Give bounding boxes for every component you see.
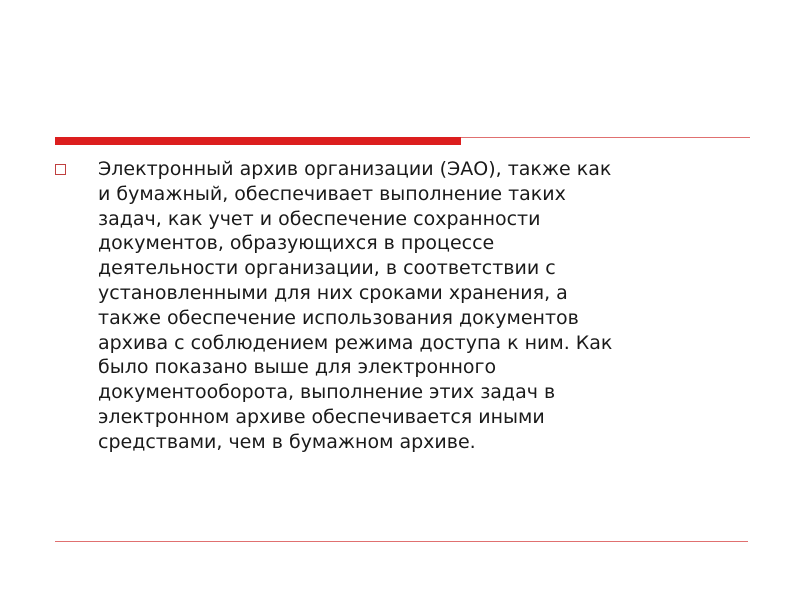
bullet-text: Электронный архив организации (ЭАО), также как и бумажный, обеспечивает выполнение таких задач, как учет и обеспечение сохранности документов, образующихся в процессе деятельности организации, в соответствии с установленными для них сроками хранения, а также обеспечение использования документов архива с соблюдением режима доступа к ним. Как было показано выше для электронного документооборота, выполнение этих задач в электронном архиве обеспечивается иными средствами, чем в бумажном архиве. — [98, 158, 613, 453]
bullet-item — [55, 157, 745, 455]
bottom-thin-rule — [55, 541, 748, 542]
square-bullet-icon — [55, 164, 66, 175]
top-accent-bar — [55, 137, 461, 145]
